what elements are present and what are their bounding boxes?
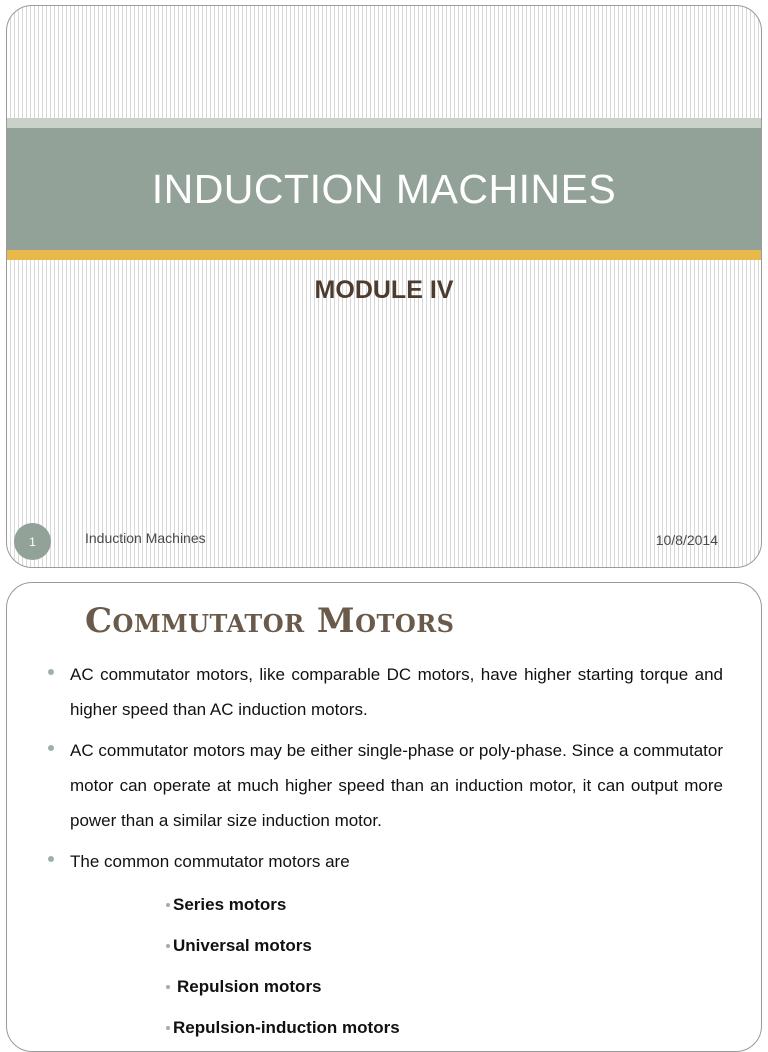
motor-type-item (166, 1007, 400, 1048)
sub-bullet-dot-icon (166, 944, 170, 948)
slide-subtitle: MODULE IV (314, 276, 454, 304)
motor-type-label: Universal motors (173, 935, 312, 955)
motor-type-label: Series motors (173, 894, 287, 914)
title-band-gold-stripe (7, 250, 761, 260)
bullet-item (47, 657, 723, 727)
bullet-item (47, 733, 723, 838)
footer-date: 10/8/2014 (655, 532, 718, 548)
bullet-text: AC commutator motors may be either single-phase or poly-phase. Since a commutator motor can operate at much higher speed than an induction motor, it can output more power than a similar size induction motor. (70, 741, 723, 830)
title-slide (6, 5, 762, 568)
title-band (7, 128, 761, 250)
bullet-item (47, 844, 723, 879)
motor-type-label: Repulsion-induction motors (173, 1017, 400, 1037)
bullet-list (47, 657, 723, 885)
sub-bullet-dot-icon (166, 1026, 170, 1030)
bullet-dot-icon (48, 669, 54, 675)
bullet-dot-icon (48, 856, 54, 862)
sub-bullet-dot-icon (166, 985, 170, 989)
bullet-dot-icon (48, 745, 54, 751)
slide-number-badge: 1 (14, 523, 51, 560)
motor-type-item (166, 884, 400, 925)
slide-title: INDUCTION MACHINES (151, 165, 617, 212)
bullet-text: AC commutator motors, like comparable DC motors, have higher starting torque and higher speed than AC induction motors. (70, 665, 723, 719)
motor-types-list (166, 884, 400, 1048)
motor-type-label: Repulsion motors (177, 976, 322, 996)
motor-type-item (166, 925, 400, 966)
sub-bullet-dot-icon (166, 903, 170, 907)
footer-title: Induction Machines (85, 530, 206, 546)
title-band-top-stripe (7, 118, 761, 128)
bullet-text: The common commutator motors are (70, 852, 350, 871)
motor-type-item (166, 966, 400, 1007)
content-slide (6, 582, 762, 1052)
content-slide-title: Commutator Motors (85, 601, 455, 641)
